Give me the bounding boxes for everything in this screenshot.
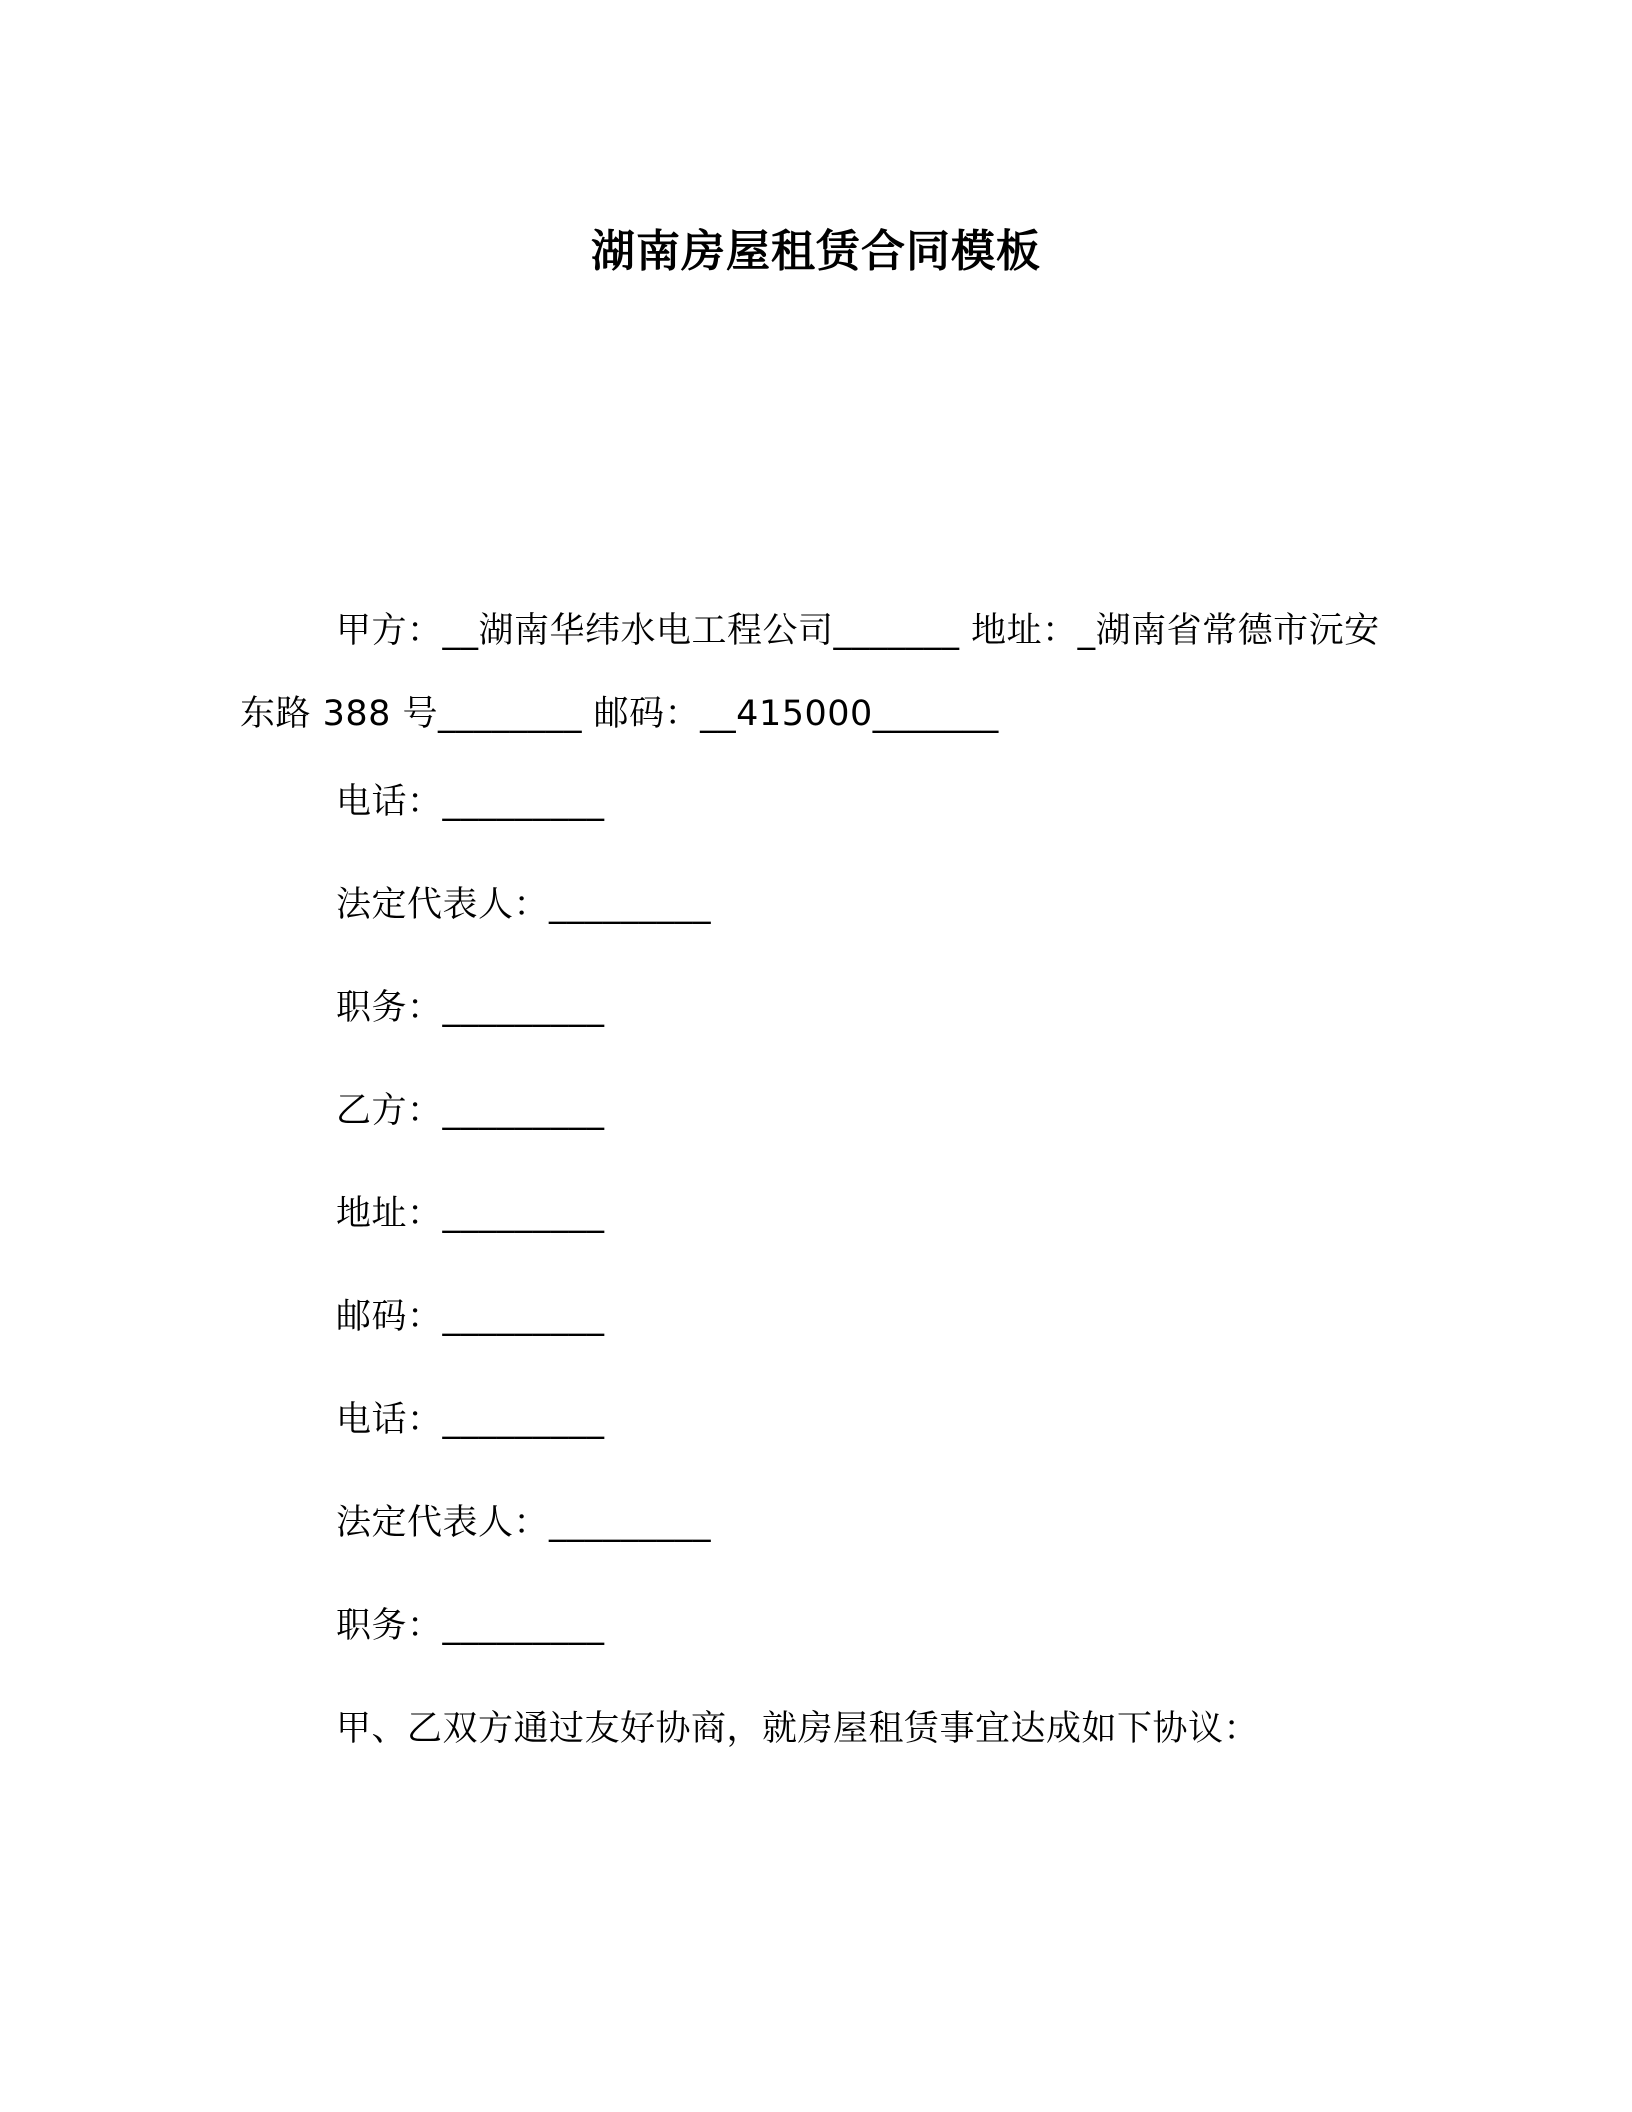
party-a-legal-representative-line: 法定代表人：_________ [336, 885, 712, 925]
party-a-position-line: 职务：_________ [336, 988, 605, 1028]
party-b-line: 乙方：_________ [336, 1091, 605, 1131]
party-b-phone-line: 电话：_________ [336, 1400, 605, 1440]
document-title: 湖南房屋租赁合同模板 [591, 226, 1041, 277]
agreement-intro-line: 甲、乙双方通过友好协商，就房屋租赁事宜达成如下协议： [336, 1709, 1260, 1749]
party-a-phone-line: 电话：_________ [336, 782, 605, 822]
party-a-paragraph: 甲方：__湖南华纬水电工程公司_______ 地址：_湖南省常德市沅安东路 388 号________ 邮码：__415000_______ [240, 611, 1380, 734]
party-b-address-line: 地址：_________ [336, 1194, 605, 1234]
party-b-legal-representative-line: 法定代表人：_________ [336, 1503, 712, 1543]
party-b-postcode-line: 邮码：_________ [336, 1297, 605, 1337]
party-b-position-line: 职务：_________ [336, 1606, 605, 1646]
